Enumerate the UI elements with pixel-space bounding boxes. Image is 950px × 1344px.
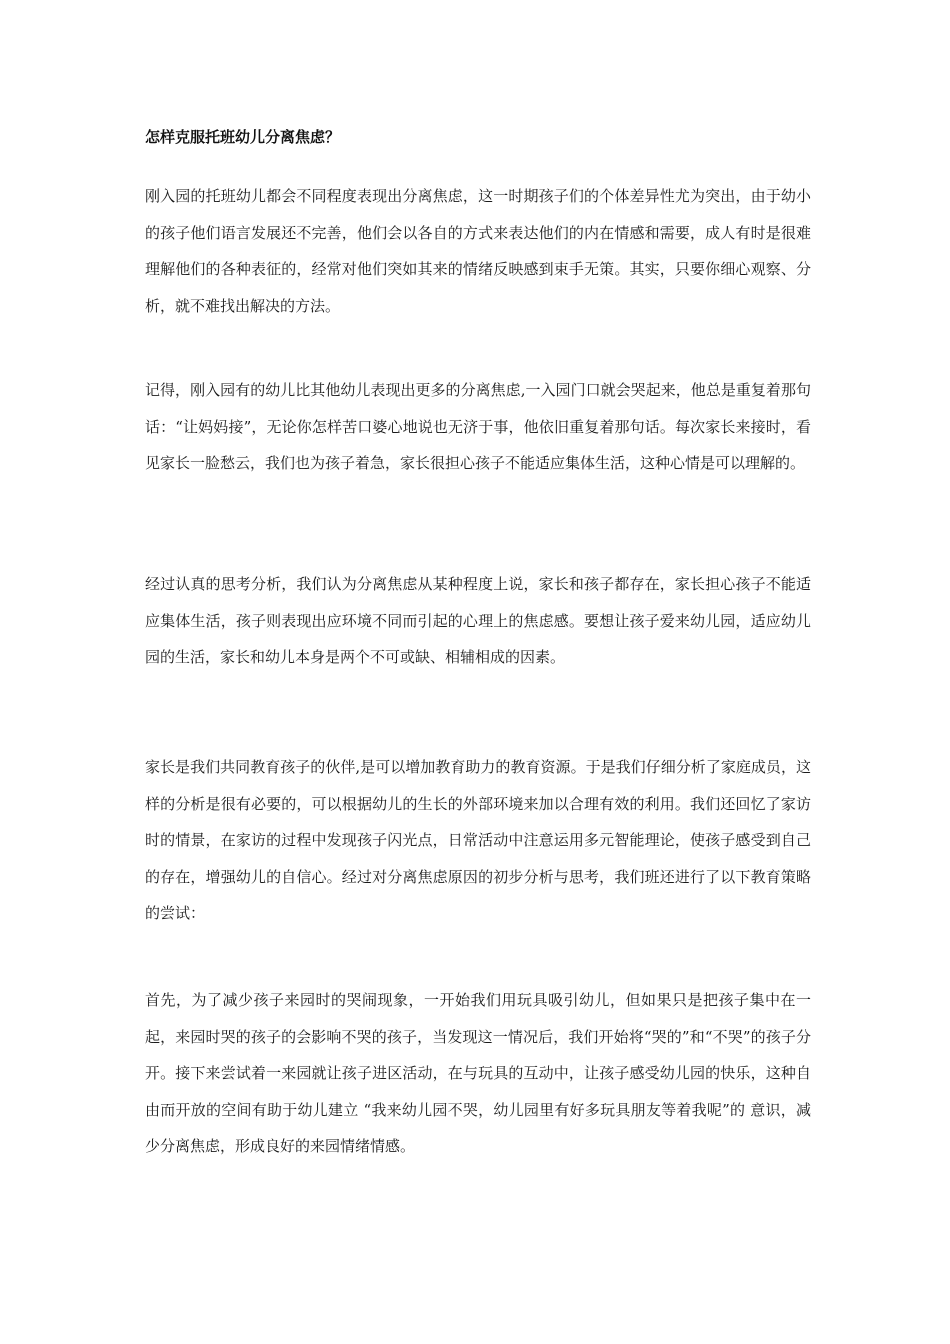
paragraph-memory: 记得，刚入园有的幼儿比其他幼儿表现出更多的分离焦虑,一入园门口就会哭起来，他总是重复着那句话：“让妈妈接”，无论你怎样苦口婆心地说也无济于事，他依旧重复着那句话。每次家长来接时，看见家长一脸愁云，我们也为孩子着急，家长很担心孩子不能适应集体生活，这种心情是可以理解的。: [145, 381, 811, 472]
document-title: 怎样克服托班幼儿分离焦虑？: [145, 128, 341, 146]
paragraph-intro: 刚入园的托班幼儿都会不同程度表现出分离焦虑，这一时期孩子们的个体差异性尤为突出，由于幼小的孩子他们语言发展还不完善，他们会以各自的方式来表达他们的内在情感和需要，成人有时是很难理解他们的各种表征的，经常对他们突如其来的情绪反映感到束手无策。其实，只要你细心观察、分析，就不难找出解决的方法。: [145, 187, 811, 315]
paragraph-parents: 家长是我们共同教育孩子的伙伴,是可以增加教育助力的教育资源。于是我们仔细分析了家庭成员，这样的分析是很有必要的，可以根据幼儿的生长的外部环境来加以合理有效的利用。我们还回忆了家访时的情景，在家访的过程中发现孩子闪光点，日常活动中注意运用多元智能理论，使孩子感受到自己的存在，增强幼儿的自信心。经过对分离焦虑原因的初步分析与思考，我们班还进行了以下教育策略的尝试：: [145, 758, 811, 922]
paragraph-analysis: 经过认真的思考分析，我们认为分离焦虑从某种程度上说，家长和孩子都存在，家长担心孩子不能适应集体生活，孩子则表现出应环境不同而引起的心理上的焦虑感。要想让孩子爱来幼儿园，适应幼儿园的生活，家长和幼儿本身是两个不可或缺、相辅相成的因素。: [145, 575, 811, 666]
paragraph-strategy-first: 首先，为了减少孩子来园时的哭闹现象，一开始我们用玩具吸引幼儿，但如果只是把孩子集中在一起，来园时哭的孩子的会影响不哭的孩子，当发现这一情况后，我们开始将“哭的”和“不哭”的孩子分开。接下来尝试着一来园就让孩子进区活动，在与玩具的互动中，让孩子感受幼儿园的快乐，这种自由而开放的空间有助于幼儿建立 “我来幼儿园不哭，幼儿园里有好多玩具朋友等着我呢”的 意识，减少分离焦虑，形成良好的来园情绪情感。: [145, 991, 811, 1155]
